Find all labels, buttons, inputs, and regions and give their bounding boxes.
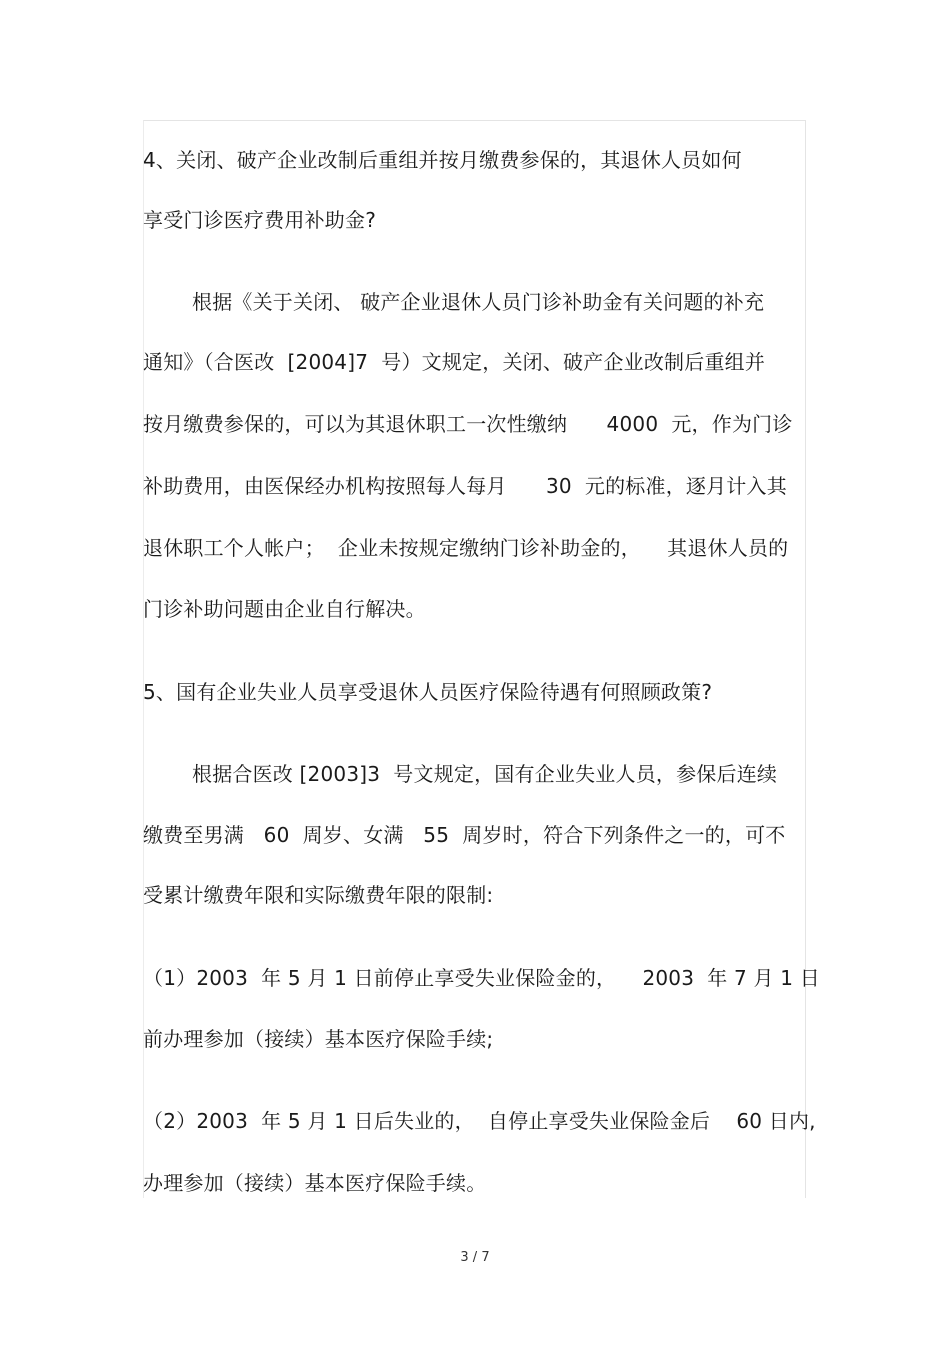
question-5-line-1: 5、国有企业失业人员享受退休人员医疗保险待遇有何照顾政策?	[143, 680, 713, 704]
answer-5-line-3: 受累计缴费年限和实际缴费年限的限制:	[143, 883, 494, 907]
answer-4-line-1: 根据《关于关闭、 破产企业退休人员门诊补助金有关问题的补充	[192, 290, 765, 314]
answer-5-line-2: 缴费至男满 60 周岁、女满 55 周岁时，符合下列条件之一的，可不	[143, 823, 786, 847]
page-number: 3 / 7	[460, 1250, 490, 1265]
condition-1-line-2: 前办理参加（接续）基本医疗保险手续;	[143, 1027, 494, 1051]
answer-4-line-5: 退休职工个人帐户； 企业未按规定缴纳门诊补助金的， 其退休人员的	[143, 536, 789, 560]
condition-2-line-1: （2）2003 年 5 月 1 日后失业的， 自停止享受失业保险金后 60 日内,	[143, 1109, 816, 1133]
question-4-line-2: 享受门诊医疗费用补助金?	[143, 208, 377, 232]
condition-1-line-1: （1）2003 年 5 月 1 日前停止享受失业保险金的， 2003 年 7 月 1 日	[143, 966, 820, 990]
condition-2-line-2: 办理参加（接续）基本医疗保险手续。	[143, 1171, 487, 1195]
answer-4-line-3: 按月缴费参保的，可以为其退休职工一次性缴纳 4000 元，作为门诊	[143, 412, 793, 436]
question-4-line-1: 4、关闭、破产企业改制后重组并按月缴费参保的，其退休人员如何	[143, 148, 742, 172]
answer-4-line-2: 通知》（合医改 [2004]7 号）文规定，关闭、破产企业改制后重组并	[143, 350, 766, 374]
answer-4-line-6: 门诊补助问题由企业自行解决。	[143, 597, 426, 621]
answer-4-line-4: 补助费用，由医保经办机构按照每人每月 30 元的标准，逐月计入其	[143, 474, 787, 498]
answer-5-line-1: 根据合医改 [2003]3 号文规定，国有企业失业人员，参保后连续	[192, 762, 778, 786]
